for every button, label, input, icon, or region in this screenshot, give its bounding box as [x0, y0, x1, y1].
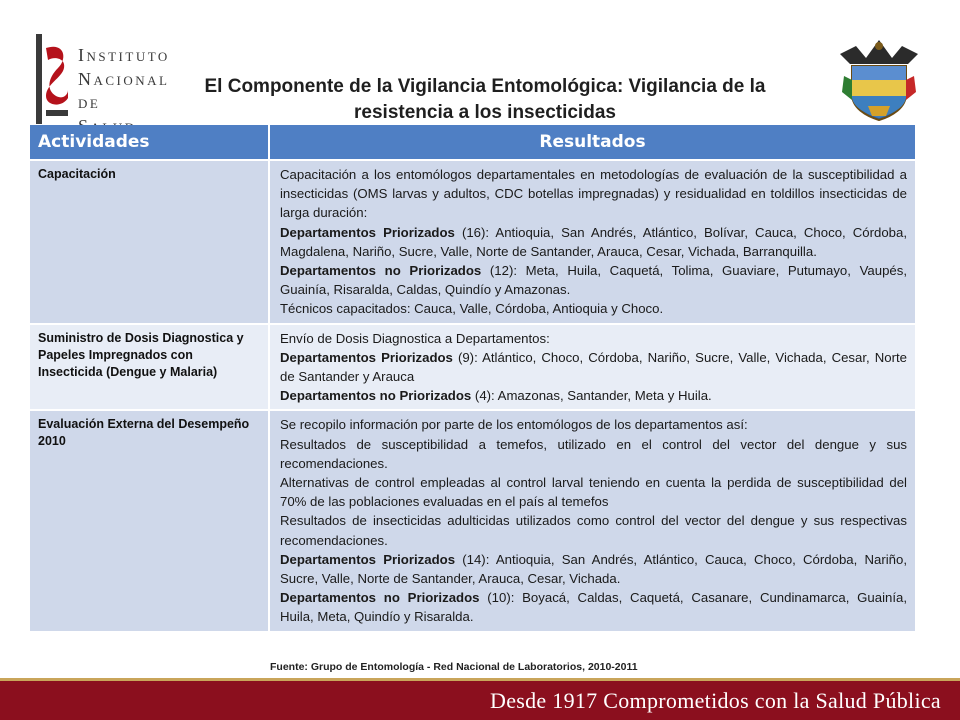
activity-cell: Evaluación Externa del Desempeño 2010 — [30, 411, 270, 630]
result-text: (12): Meta, Huila, Caquetá, Tolima, Guaviare, Putumayo, Vaupés, Guainía, Risaralda, Caldas, Quindío y Amazonas. — [280, 263, 907, 298]
header-results: Resultados — [539, 132, 646, 152]
footer-divider — [0, 678, 960, 681]
result-cell — [270, 325, 915, 410]
result-text: (14): Antioquia, San Andrés, Atlántico, Cauca, Choco, Córdoba, Nariño, Sucre, Valle, Norte de Santander, Arauca, Cesar, Vichada. — [280, 551, 907, 587]
result-label: Departamentos Priorizados — [280, 224, 455, 240]
footer-slogan: Desde 1917 Comprometidos con la Salud Pública — [490, 688, 941, 713]
table-row — [30, 411, 915, 632]
activities-results-table — [30, 125, 915, 633]
result-text: (4): Amazonas, Santander, Meta y Huila. — [471, 388, 712, 404]
result-cell — [270, 411, 915, 630]
result-paragraph: Envío de Dosis Diagnostica a Departamentos: — [280, 330, 550, 346]
coat-of-arms-icon — [838, 36, 920, 122]
result-paragraph: Técnicos capacitados: Cauca, Valle, Córdoba, Antioquia y Choco. — [280, 301, 664, 317]
result-paragraph: Resultados de susceptibilidad a temefos, utilizado en el control del vector del dengue y sus recomendaciones. — [280, 436, 907, 471]
result-paragraph: Alternativas de control empleadas al control larval teniendo en cuenta la perdida de susceptibilidad del 70% de las poblaciones evaluadas en el país al temefos — [280, 475, 907, 510]
logo-line1-cap: I — [78, 45, 87, 65]
header-activities: Actividades — [30, 125, 270, 159]
table-row — [30, 325, 915, 412]
result-paragraph: Resultados de insecticidas adulticidas utilizados como control del vector del dengue y sus respectivas recomendaciones. — [280, 513, 907, 548]
table-row — [30, 161, 915, 325]
result-paragraph: Capacitación a los entomólogos departamentales en metodologías de evaluación de la susceptibilidad a insecticidas (OMS larvas y adultos, CDC botellas impregnadas) y residualidad en toldillos insecticidas de larga duración: — [280, 167, 907, 221]
result-label: Departamentos no Priorizados — [280, 263, 482, 279]
logo-line2-cap: N — [78, 69, 94, 89]
ins-logo-mark-icon — [34, 34, 70, 124]
title-line-2: resistencia a los insecticidas — [354, 102, 616, 123]
page-title — [120, 74, 850, 126]
activity-cell: Capacitación — [30, 161, 270, 323]
table-header — [30, 125, 915, 161]
result-paragraph — [280, 348, 907, 386]
result-label: Departamentos no Priorizados — [280, 388, 472, 404]
result-text: (10): Boyacá, Caldas, Caquetá, Casanare, Cundinamarca, Guainía, Huila, Meta, Quindío y Risaralda. — [280, 590, 907, 625]
source-note: Fuente: Grupo de Entomología - Red Nacional de Laboratorios, 2010-2011 — [270, 661, 638, 673]
logo-line2: ACIONAL DE — [78, 73, 170, 111]
result-paragraph: Se recopilo información por parte de los entomólogos de los departamentos así: — [280, 417, 748, 433]
result-paragraph — [280, 223, 907, 261]
result-text: (16): Antioquia, San Andrés, Atlántico, Bolívar, Cauca, Choco, Córdoba, Magdalena, Nariño, Sucre, Valle, Norte de Santander, Arauca, Cesar, Vichada, Barranquilla. — [280, 224, 908, 259]
result-paragraph — [280, 588, 907, 626]
result-label: Departamentos Priorizados — [280, 551, 456, 567]
title-line-1: El Componente de la Vigilancia Entomológica: Vigilancia de la — [204, 76, 766, 97]
result-label: Departamentos no Priorizados — [280, 590, 480, 606]
logo-line1: NSTITUTO — [86, 49, 170, 64]
result-paragraph — [280, 550, 907, 588]
result-paragraph — [280, 386, 907, 405]
footer-banner — [0, 678, 960, 720]
result-text: (9): Atlántico, Choco, Córdoba, Nariño, Sucre, Valle, Vichada, Cesar, Norte de Santander y Arauca — [280, 349, 907, 385]
activity-cell: Suministro de Dosis Diagnostica y Papeles Impregnados con Insecticida (Dengue y Malaria) — [30, 325, 270, 410]
result-cell — [270, 161, 915, 323]
result-paragraph — [280, 261, 907, 299]
result-label: Departamentos Priorizados — [280, 349, 453, 365]
